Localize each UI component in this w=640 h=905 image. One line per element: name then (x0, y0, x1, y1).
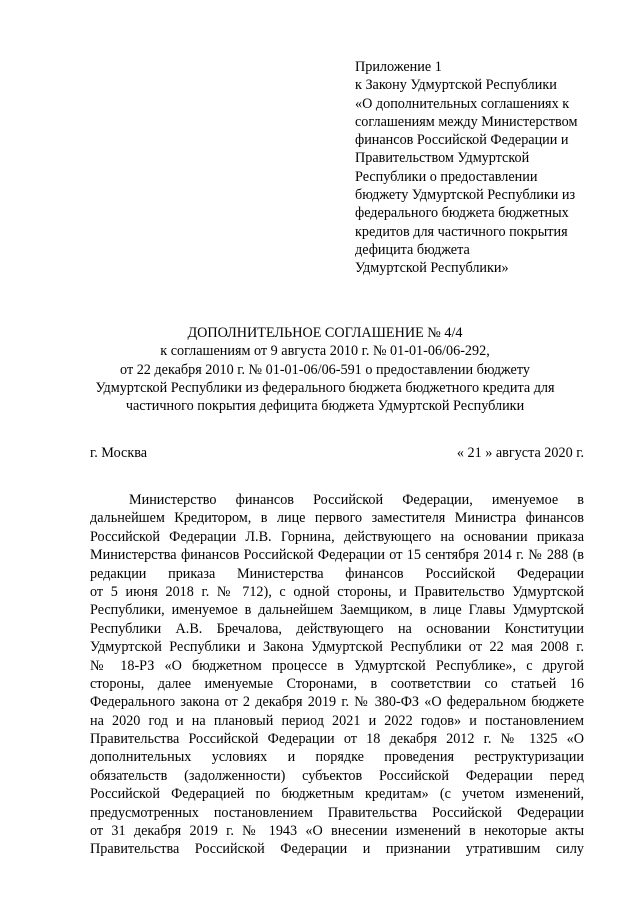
body-line: Правительства Российской Федерации от 18 декабря 2012 г. № 1325 «О (90, 731, 584, 748)
agreement-date: « 21 » августа 2020 г. (456, 445, 584, 461)
body-line: на 2020 год и на плановый период 2021 и 2022 годов» и постановлением (90, 712, 584, 729)
appendix-line: федерального бюджета бюджетных (355, 205, 569, 222)
body-line: редакции приказа Министерства финансов Российской Федерации (90, 565, 584, 582)
body-line: стороны, далее именуемые Сторонами, в соответствии со статьей 16 (90, 675, 584, 692)
body-line: от 31 декабря 2019 г. № 1943 «О внесении изменений в некоторые акты (90, 823, 584, 840)
appendix-line: Республики о предоставлении (355, 168, 538, 185)
title-line: частичного покрытия дефицита бюджета Удмуртской Республики (125, 398, 525, 415)
title-line: от 22 декабря 2010 г. № 01-01-06/06-591 о предоставлении бюджету (120, 361, 530, 378)
body-line: Министерство финансов Российской Федерации, именуемое в (129, 492, 584, 508)
body-line: Республики, именуемое в дальнейшем Заемщиком, в лице Главы Удмуртской (90, 602, 584, 619)
body-line: Правительства Российской Федерации и признании утратившим силу (90, 841, 584, 858)
title-line: к соглашениям от 9 августа 2010 г. № 01-01-06/06-292, (160, 343, 490, 360)
appendix-line: соглашениям между Министерством (355, 113, 578, 130)
body-line: Министерства финансов Российской Федерации от 15 сентября 2014 г. № 288 (в (90, 547, 584, 564)
body-line: Российской Федерации Л.В. Горнина, действующего на основании приказа (90, 528, 584, 545)
appendix-line: кредитов для частичного покрытия (355, 223, 568, 240)
title-line: Удмуртской Республики из федерального бюджета бюджетного кредита для (95, 379, 555, 396)
appendix-line: Правительством Удмуртской (355, 150, 530, 167)
agreement-title (60, 324, 590, 415)
body-line: предусмотренных постановлением Правительства Российской Федерации (90, 804, 584, 821)
body-line: № 18-РЗ «О бюджетном процессе в Удмуртской Республике», с другой (90, 657, 584, 674)
appendix-header (355, 58, 595, 278)
title-heading: ДОПОЛНИТЕЛЬНОЕ СОГЛАШЕНИЕ № 4/4 (187, 325, 463, 341)
appendix-line: дефицита бюджета (355, 241, 470, 258)
body-line: обязательств (задолженности) субъектов Российской Федерации перед (90, 767, 584, 784)
body-line: Удмуртской Республики и Закона Удмуртской Республики от 22 мая 2008 г. (90, 639, 584, 656)
appendix-line: «О дополнительных соглашениях к (355, 95, 570, 112)
appendix-line: к Закону Удмуртской Республики (355, 77, 557, 94)
place-city: г. Москва (90, 445, 148, 461)
appendix-line: Приложение 1 (355, 59, 442, 75)
body-line: дополнительных условиях и порядке проведения реструктуризации (90, 749, 584, 766)
body-line: от 5 июня 2018 г. № 712), с одной стороны, и Правительство Удмуртской (90, 583, 584, 600)
body-line: Федерального закона от 2 декабря 2019 г. № 380-ФЗ «О федеральном бюджете (90, 694, 584, 711)
appendix-line: финансов Российской Федерации и (355, 132, 569, 149)
appendix-line: бюджету Удмуртской Республики из (355, 187, 576, 204)
agreement-body-paragraph (90, 491, 584, 859)
body-line: дальнейшем Кредитором, в лице первого заместителя Министра финансов (90, 510, 584, 527)
body-line: Республики А.В. Бречалова, действующего на основании Конституции (90, 620, 584, 637)
body-line: Российской Федерацией по бюджетным кредитам» (с учетом изменений, (90, 786, 584, 803)
appendix-line: Удмуртской Республики» (355, 260, 509, 277)
